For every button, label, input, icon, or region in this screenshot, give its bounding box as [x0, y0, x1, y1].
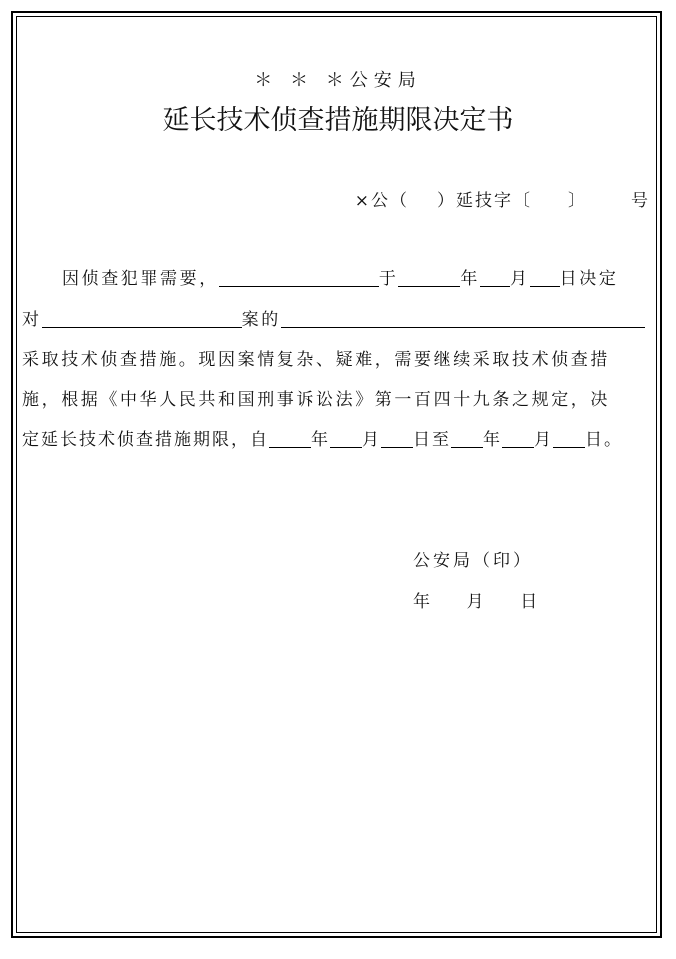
body-text: 年: [311, 430, 330, 450]
body-text: 日决定: [559, 269, 619, 289]
blank-day-field[interactable]: [530, 268, 560, 287]
blank-case-field[interactable]: [42, 309, 242, 328]
document-number: [355, 186, 650, 211]
blank-end-year-field[interactable]: [451, 429, 483, 448]
body-text: 对: [22, 310, 42, 330]
date-line: 年 月 日: [413, 592, 541, 612]
doc-number-end: 号: [631, 191, 650, 211]
doc-number-prefix: ×公（: [354, 191, 409, 211]
seal-line: 公安局（印）: [413, 551, 533, 571]
body-text: 年: [483, 430, 502, 450]
blank-year-field[interactable]: [398, 268, 460, 287]
body-text: 月: [510, 269, 530, 289]
blank-suspect-field[interactable]: [219, 268, 379, 287]
body-text: 日。: [585, 430, 623, 450]
body-text: 年: [460, 269, 481, 289]
blank-end-day-field[interactable]: [553, 429, 585, 448]
doc-number-suffix: 〕: [568, 191, 587, 211]
agency-heading: ＊ ＊ ＊公安局: [254, 70, 422, 91]
body-line-1: [22, 267, 654, 291]
body-text: 日至: [413, 430, 451, 450]
blank-start-month-field[interactable]: [330, 429, 362, 448]
blank-end-month-field[interactable]: [502, 429, 534, 448]
body-text: 因侦查犯罪需要，: [62, 269, 219, 289]
body-line-5: [22, 428, 654, 452]
body-line-4: 施，根据《中华人民共和国刑事诉讼法》第一百四十九条之规定，决: [22, 390, 610, 410]
inner-border: [16, 16, 657, 933]
body-text: 定延长技术侦查措施期限，自: [22, 430, 269, 450]
blank-start-year-field[interactable]: [269, 429, 311, 448]
body-text: 案的: [241, 310, 281, 330]
blank-start-day-field[interactable]: [381, 429, 413, 448]
body-text: 于: [378, 269, 399, 289]
body-line-2: [22, 308, 654, 332]
body-text: 月: [362, 430, 381, 450]
doc-number-middle: ）延技字〔: [437, 191, 532, 211]
blank-month-field[interactable]: [480, 268, 510, 287]
blank-target-field[interactable]: [281, 309, 645, 328]
body-line-3: 采取技术侦查措施。现因案情复杂、疑难，需要继续采取技术侦查措: [22, 350, 610, 370]
body-text: 月: [534, 430, 553, 450]
document-title: 延长技术侦查措施期限决定书: [162, 105, 514, 136]
